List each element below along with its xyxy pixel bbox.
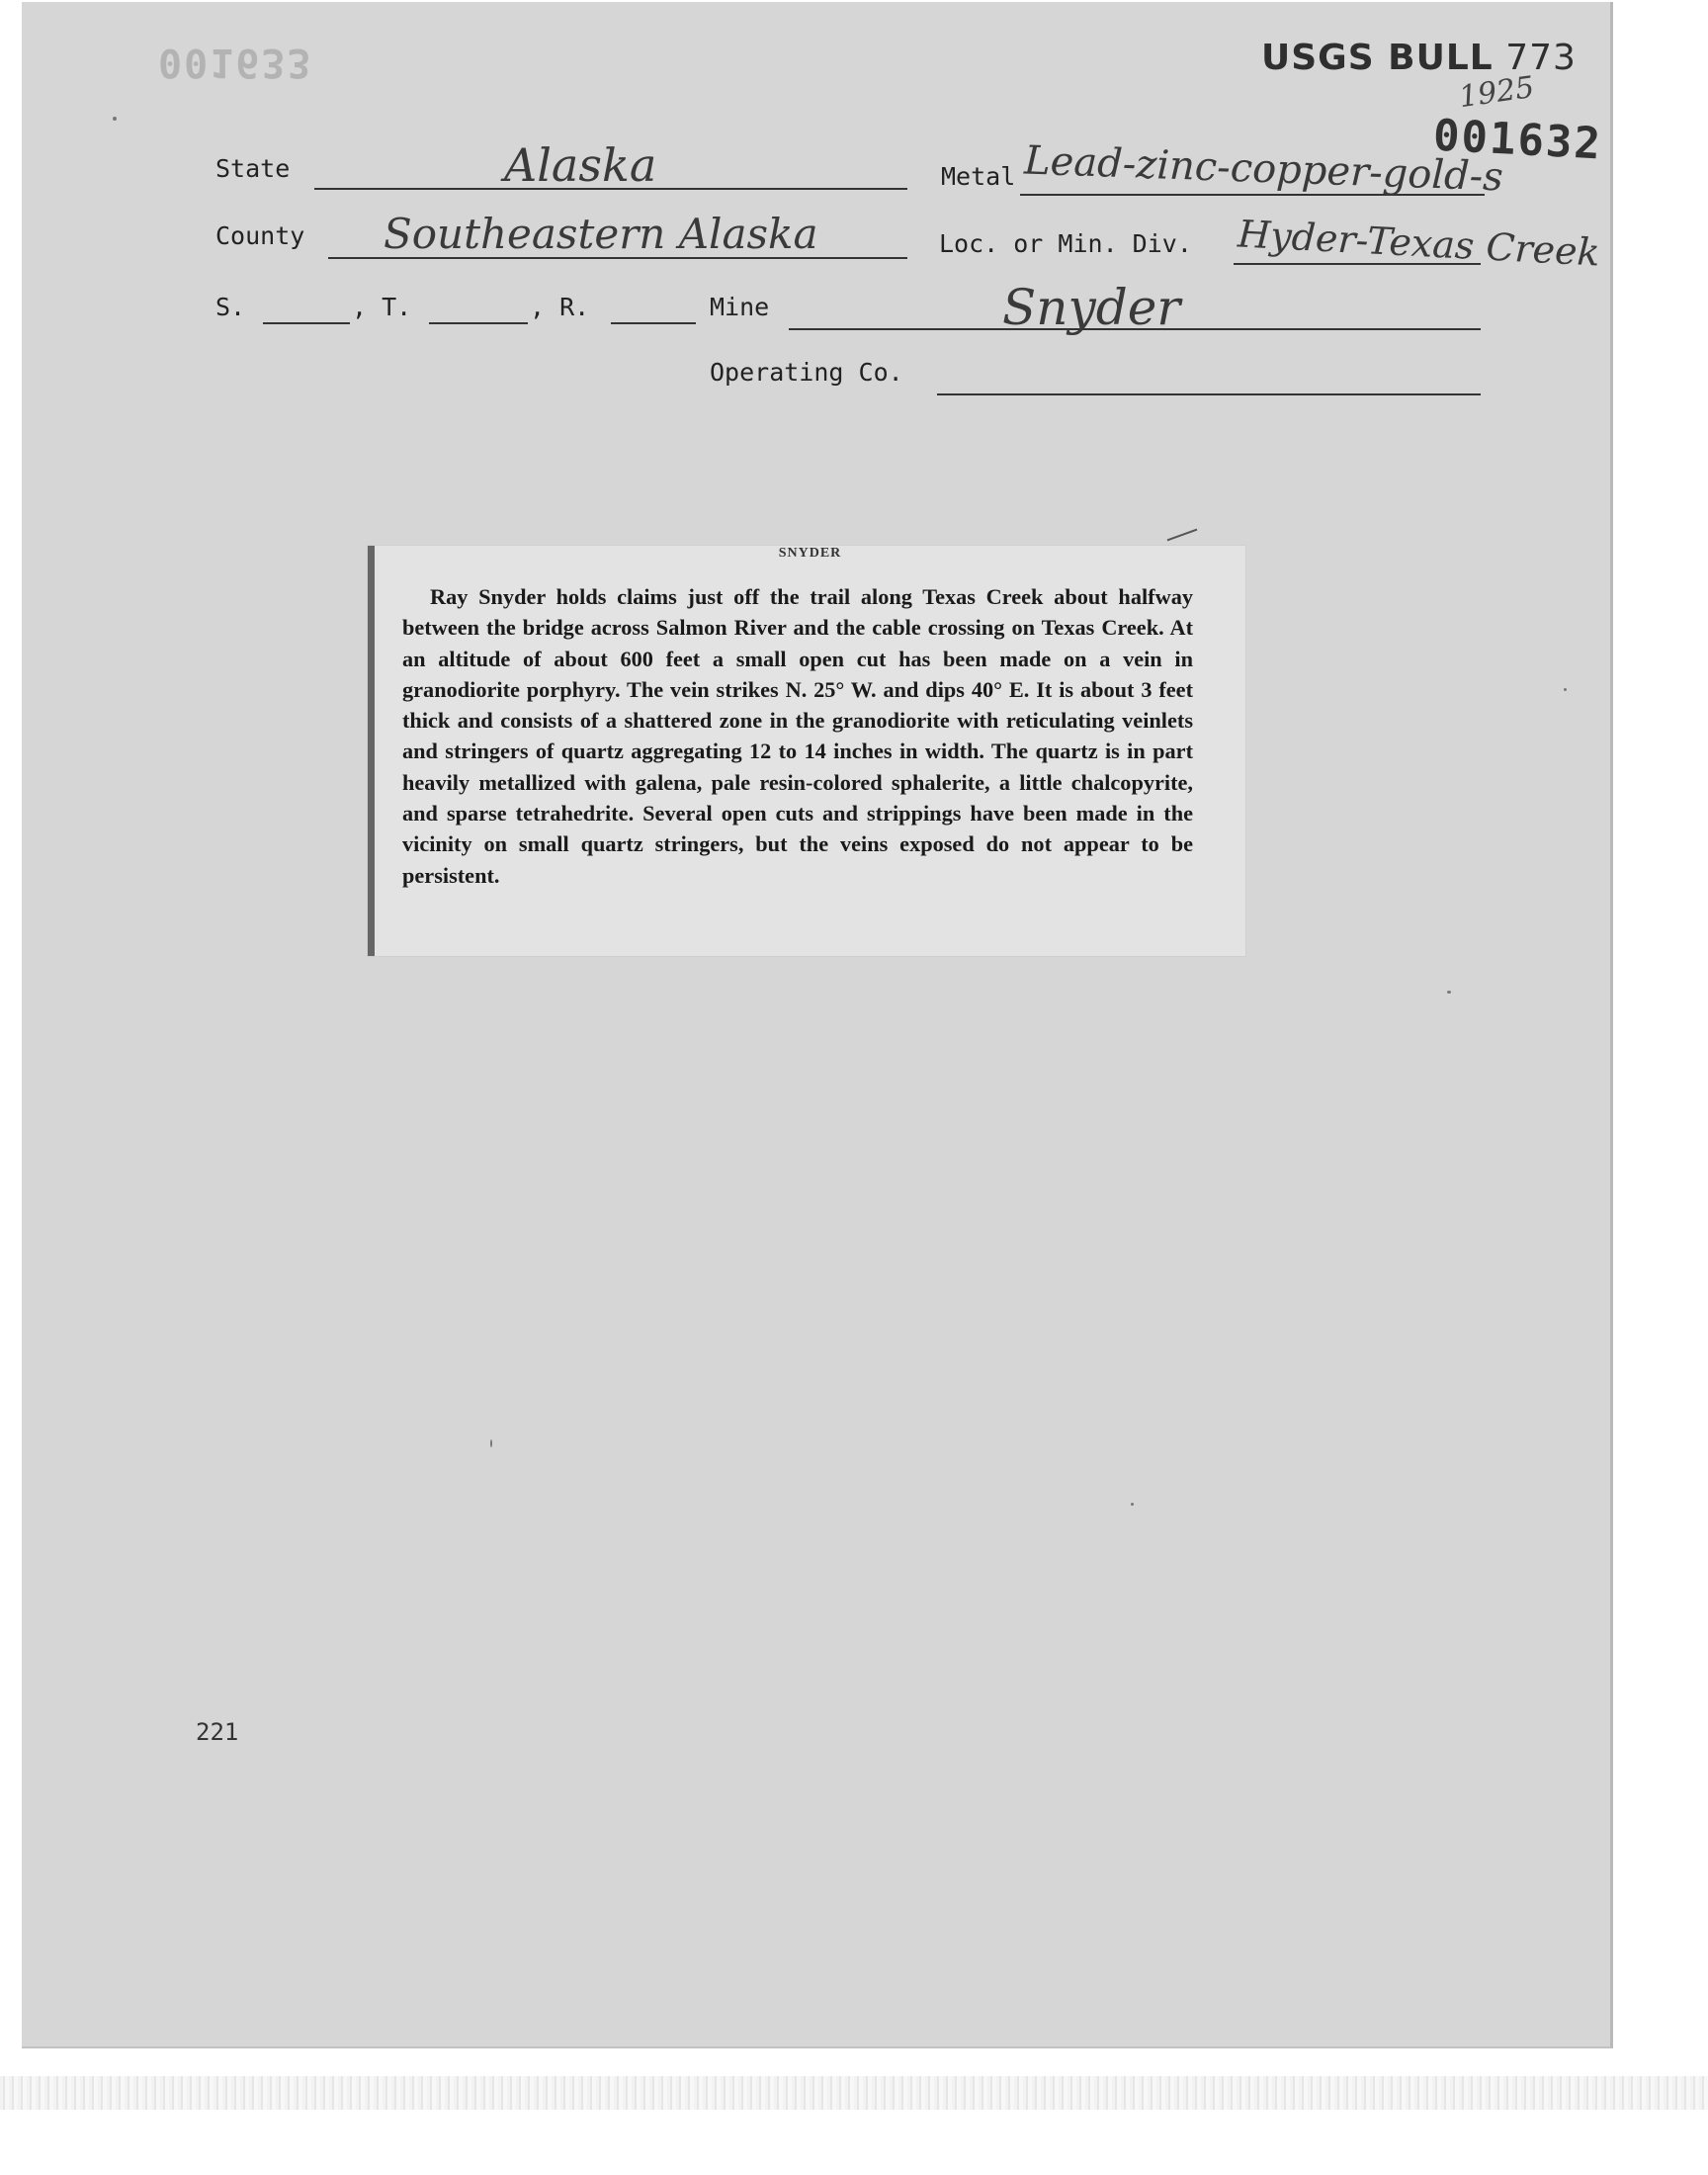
township-line bbox=[429, 322, 528, 324]
scan-speck bbox=[113, 117, 117, 121]
loc-label: Loc. or Min. Div. bbox=[939, 229, 1192, 258]
clipping-body: Ray Snyder holds claims just off the trail along Texas Creek about halfway between the bridge across Salmon River and the cable crossing on Texas Creek. At an altitude of about 600 feet a small open cut has been made on a vein in granodiorite porphyry. The vein strikes N. 25° W. and dips 40° E. It is about 3 feet thick and consists of a shattered zone in the granodiorite with reticulating veinlets and stringers of quartz aggregating 12 to 14 inches in width. The quartz is in part heavily metallized with galena, pale resin-colored sphalerite, a little chalcopyrite, and sparse tetrahedrite. Several open cuts and strippings have been made in the vicinity on small quartz stringers, but the veins exposed do not appear to be persistent. bbox=[402, 584, 1193, 888]
section-label: S. bbox=[215, 293, 246, 321]
index-card bbox=[22, 2, 1613, 2048]
county-value: Southeastern Alaska bbox=[384, 210, 818, 258]
range-label: , R. bbox=[530, 293, 590, 321]
loc-value: Hyder-Texas Creek bbox=[1237, 212, 1601, 275]
reference-number: 773 bbox=[1505, 38, 1577, 78]
mine-value: Snyder bbox=[1002, 279, 1181, 336]
section-line bbox=[263, 322, 350, 324]
scan-speck bbox=[1447, 991, 1451, 994]
mirrored-stamp-number: 001633 bbox=[158, 40, 313, 85]
report-clipping bbox=[368, 546, 1245, 956]
stamp-number: 001632 bbox=[1431, 110, 1604, 170]
state-label: State bbox=[215, 154, 291, 183]
reference-year: 1925 bbox=[1456, 69, 1537, 116]
clipping-title: SNYDER bbox=[778, 546, 842, 561]
scan-speck bbox=[490, 1439, 492, 1447]
page-number: 221 bbox=[196, 1718, 239, 1746]
metal-label: Metal bbox=[941, 162, 1016, 191]
state-value: Alaska bbox=[504, 138, 657, 192]
scan-speck bbox=[1131, 1503, 1134, 1506]
county-label: County bbox=[215, 221, 305, 250]
operating-company-label: Operating Co. bbox=[710, 358, 903, 387]
scan-artifact-strip bbox=[0, 2076, 1708, 2110]
reference-series: USGS BULL bbox=[1261, 38, 1494, 78]
range-line bbox=[611, 322, 696, 324]
mine-label: Mine bbox=[710, 293, 770, 321]
scan-speck bbox=[1564, 688, 1567, 691]
township-label: , T. bbox=[352, 293, 412, 321]
metal-value: Lead-zinc-copper-gold-s bbox=[1023, 137, 1504, 201]
operating-company-line bbox=[937, 393, 1481, 395]
